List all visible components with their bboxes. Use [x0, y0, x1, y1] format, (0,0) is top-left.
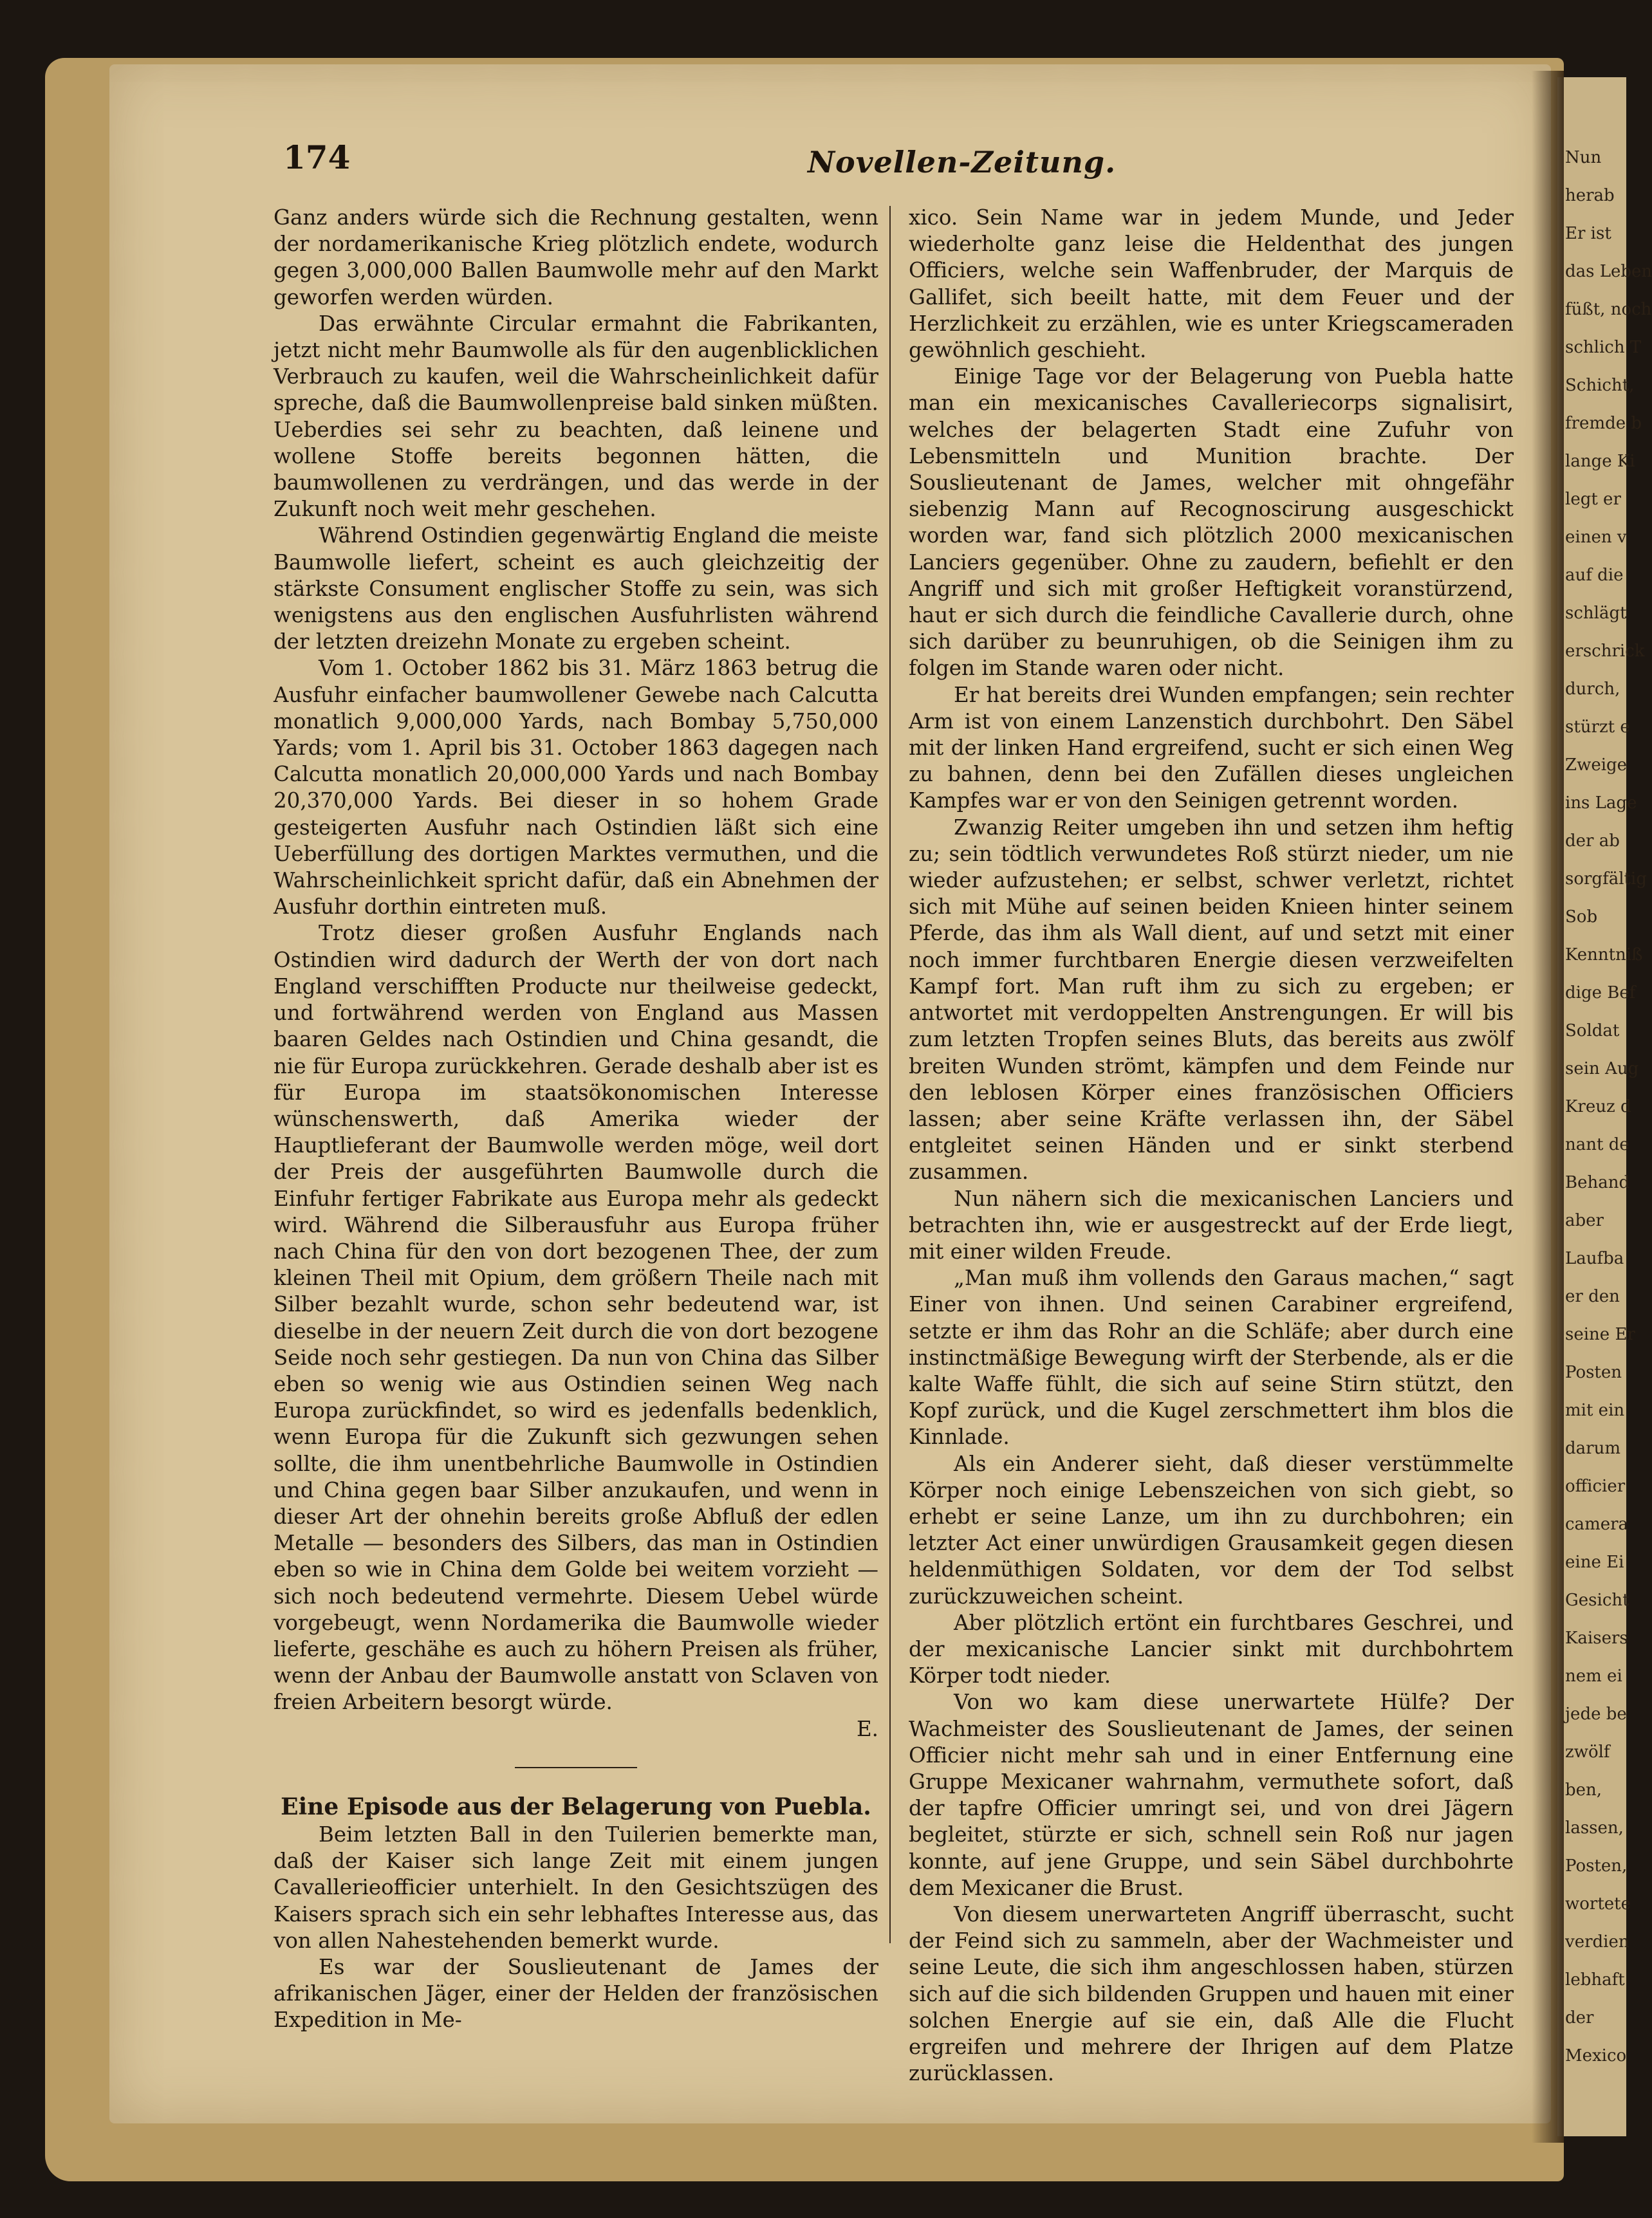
adjacent-page-fragment: Kreuz d — [1565, 1097, 1631, 1116]
paragraph: Von diesem unerwarteten Angriff überrascht, sucht der Feind sich zu sammeln, aber der Wachmeister und seine Leute, die sich ihm angeschlossen haben, stürzen sich auf die sich bildenden Gruppen und hauen mit einer solchen Energie auf sie ein, daß Alle die Flucht ergreifen und mehrere der Ihrigen auf dem Platze zurücklassen. — [909, 1902, 1514, 2086]
adjacent-page-fragment: eine Ei — [1565, 1553, 1624, 1572]
adjacent-page-fragment: legt er — [1565, 490, 1621, 509]
adjacent-page-fragment: Mexico — [1565, 2046, 1627, 2066]
adjacent-page-fragment: mit ein — [1565, 1401, 1625, 1420]
adjacent-page-fragment: lassen, — [1565, 1818, 1624, 1838]
adjacent-page-fragment: zwölf — [1565, 1742, 1610, 1762]
paragraph: Vom 1. October 1862 bis 31. März 1863 betrug die Ausfuhr einfacher baumwollener Gewebe nach Calcutta monatlich 9,000,000 Yards, nach Bombay 5,750,000 Yards; vom 1. April bis 31. October 1863 dagegen nach Calcutta monatlich 20,000,000 Yards und nach Bombay 20,370,000 Yards. Bei dieser in so hohem Grade gesteigerten Ausfuhr nach Ostindien läßt sich eine Ueberfüllung des dortigen Marktes vermuthen, und die Wahrscheinlichkeit spricht dafür, daß ein Abnehmen der Ausfuhr dorthin eintreten muß. — [274, 656, 878, 920]
adjacent-page-fragment: wortete — [1565, 1894, 1631, 1914]
adjacent-page-fragment: auf die — [1565, 566, 1624, 585]
adjacent-page-fragment: Nun — [1565, 148, 1602, 167]
adjacent-page-fragment: er den — [1565, 1287, 1620, 1306]
adjacent-page-fragment: ins Lage — [1565, 793, 1637, 813]
adjacent-page-fragment: durch, — [1565, 679, 1620, 699]
adjacent-page-fragment: Er ist — [1565, 224, 1611, 243]
adjacent-page-fragment: Sob — [1565, 907, 1598, 927]
adjacent-page-fragment: Posten — [1565, 1363, 1622, 1382]
adjacent-page-fragment: nant de — [1565, 1135, 1629, 1154]
adjacent-page-fragment: Behand — [1565, 1173, 1630, 1192]
adjacent-page-strip — [1557, 77, 1652, 2136]
paragraph: „Man muß ihm vollends den Garaus machen,“ sagt Einer von ihnen. Und seinen Carabiner ergreifend, setzte er ihm das Rohr an die Schläfe; aber durch eine instinctmäßige Bewegung wirft der Sterbende, als er die kalte Waffe fühlt, die sich auf seine Stirn stützt, den Kopf zurück, und die Kugel zerschmettert ihm blos die Kinnlade. — [909, 1266, 1514, 1450]
paragraph: xico. Sein Name war in jedem Munde, und Jeder wiederholte ganz leise die Heldenthat des jungen Officiers, welche sein Waffenbruder, der Marquis de Gallifet, sich beeilt hatte, mit dem Feuer und der Herzlichkeit zu erzählen, wie es unter Kriegscameraden gewöhnlich geschieht. — [909, 205, 1514, 363]
adjacent-page-fragment: sorgfältig — [1565, 869, 1647, 889]
left-column — [274, 205, 878, 2034]
adjacent-page-fragment: ben, — [1565, 1780, 1602, 1800]
paragraph: Von wo kam diese unerwartete Hülfe? Der Wachmeister des Souslieutenant de James, der seinen Officier nicht mehr sah und in einer Entfernung eine Gruppe Mexicaner wahrnahm, vermuthete sofort, daß der tapfre Officier umringt sei, und von drei Jägern begleitet, stürzte er sich, schnell sein Roß nur jagen konnte, auf jene Gruppe, und sein Säbel durchbohrte dem Mexicaner die Brust. — [909, 1690, 1514, 1900]
paragraph: Aber plötzlich ertönt ein furchtbares Geschrei, und der mexicanische Lancier sinkt mit durchbohrtem Körper todt nieder. — [909, 1610, 1514, 1688]
paragraph: Einige Tage vor der Belagerung von Puebla hatte man ein mexicanisches Cavalleriecorps signalisirt, welches der belagerten Stadt eine Zufuhr von Lebensmitteln und Munition brachte. Der Souslieutenant de James, welcher mit ohngefähr siebenzig Mann auf Recognoscirung ausgeschickt worden war, fand sich plötzlich 2000 mexicanischen Lanciers gegenüber. Ohne zu zaudern, befiehlt er den Angriff und sich mit großer Heftigkeit voranstürzend, haut er sich durch die feindliche Cavallerie durch, ohne sich darüber zu beunruhigen, ob die Seinigen ihm zu folgen im Stande waren oder nicht. — [909, 364, 1514, 681]
paragraph: Es war der Souslieutenant de James der afrikanischen Jäger, einer der Helden der französischen Expedition in Me- — [274, 1955, 878, 2033]
adjacent-page-fragment: aber — [1565, 1211, 1604, 1230]
paragraph: Das erwähnte Circular ermahnt die Fabrikanten, jetzt nicht mehr Baumwolle als für den augenblicklichen Verbrauch zu kaufen, weil die Wahrscheinlichkeit dafür spreche, daß die Baumwollenpreise bald sinken müßten. Ueberdies sei sehr zu beachten, daß leinene und wollene Stoffe bereits begonnen hätten, die baumwollenen zu verdrängen, und das werde in der Zukunft noch weit mehr geschehen. — [274, 311, 878, 522]
adjacent-page-fragment: das Leben — [1565, 262, 1652, 281]
article-signature: E. — [856, 1716, 878, 1741]
section-title: Eine Episode aus der Belagerung von Puebla. — [281, 1793, 871, 1820]
adjacent-page-fragment: sein Aug — [1565, 1059, 1639, 1078]
column-divider — [889, 206, 891, 1943]
adjacent-page-fragment: Posten, — [1565, 1856, 1628, 1876]
paragraph: Ganz anders würde sich die Rechnung gestalten, wenn der nordamerikanische Krieg plötzlich endete, wodurch gegen 3,000,000 Ballen Baumwolle mehr auf den Markt geworfen werden würden. — [274, 205, 878, 310]
adjacent-page-fragment: einen v — [1565, 528, 1627, 547]
adjacent-page-fragment: stürzt e — [1565, 717, 1630, 737]
adjacent-page-fragment: erschrick — [1565, 642, 1645, 661]
paragraph: Beim letzten Ball in den Tuilerien bemerkte man, daß der Kaiser sich lange Zeit mit einem jungen Cavallerieofficier unterhielt. In den Gesichtszügen des Kaisers sprach sich ein sehr lebhaftes Interesse aus, das von allen Nahestehenden bemerkt wurde. — [274, 1822, 878, 1953]
adjacent-page-fragment: schlägt — [1565, 604, 1627, 623]
paragraph: Während Ostindien gegenwärtig England die meiste Baumwolle liefert, scheint es auch gleichzeitig der stärkste Consument englischer Stoffe zu sein, was sich wenigstens aus den englischen Ausfuhrlisten während der letzten dreizehn Monate zu ergeben scheint. — [274, 523, 878, 654]
adjacent-page-fragment: Gesicht — [1565, 1591, 1629, 1610]
adjacent-page-fragment: Laufba — [1565, 1249, 1624, 1268]
adjacent-page-fragment: Kenntniß — [1565, 945, 1643, 965]
gutter-shadow — [1532, 71, 1564, 2143]
adjacent-page-fragment: der — [1565, 2008, 1594, 2028]
paragraph: Er hat bereits drei Wunden empfangen; sein rechter Arm ist von einem Lanzenstich durchbohrt. Den Säbel mit der linken Hand ergreifend, sucht er sich einen Weg zu bahnen, denn bei den Zufällen dieses ungleichen Kampfes war er von den Seinigen getrennt worden. — [909, 682, 1514, 813]
adjacent-page-fragment: jede be — [1565, 1705, 1627, 1724]
adjacent-page-fragment: lebhaft — [1565, 1970, 1625, 1990]
adjacent-page-fragment: herab — [1565, 186, 1615, 205]
journal-title: Novellen-Zeitung. — [808, 145, 1117, 180]
paragraph: Zwanzig Reiter umgeben ihn und setzen ihm heftig zu; sein tödtlich verwundetes Roß stürzt nieder, um nie wieder aufzustehen; er selbst, schwer verletzt, richtet sich mit Mühe auf seinen beiden Knieen hinter seinem Pferde, das ihm als Wall dient, auf und setzt mit einer noch immer furchtbaren Energie diesen verzweifelten Kampf fort. Man ruft ihm zu sich zu ergeben; er antwortet mit verdoppelten Anstrengungen. Er will bis zum letzten Tropfen seines Bluts, das bereits aus zwölf breiten Wunden strömt, kämpfen und dem Feinde nur den leblosen Körper eines französischen Officiers lassen; aber seine Kräfte verlassen ihn, der Säbel entgleitet seinen Händen und er sinkt sterbend zusammen. — [909, 815, 1514, 1185]
adjacent-page-fragment: Kaisers — [1565, 1629, 1628, 1648]
adjacent-page-fragment: seine Er — [1565, 1325, 1635, 1344]
paragraph: Als ein Anderer sieht, daß dieser verstümmelte Körper noch einige Lebenszeichen von sich giebt, so erhebt er seine Lanze, um ihn zu durchbohren; ein letzter Act einer unwürdigen Grausamkeit gegen diesen heldenmüthigen Soldaten, vor dem der Tod selbst zurückzuweichen scheint. — [909, 1451, 1514, 1609]
adjacent-page-fragment: schlich T — [1565, 338, 1642, 357]
right-column — [909, 205, 1514, 2087]
adjacent-page-fragment: Soldat — [1565, 1021, 1620, 1040]
section-divider — [515, 1767, 637, 1768]
paragraph: Trotz dieser großen Ausfuhr Englands nach Ostindien wird dadurch der Werth der von dort nach England verschifften Producte nur theilweise gedeckt, und fortwährend werden von England aus Massen baaren Geldes nach Ostindien und China gesandt, die nie für Europa zurückkehren. Gerade deshalb aber ist es für Europa im staatsökonomischen Interesse wünschenswerth, daß Amerika wieder der Hauptlieferant der Baumwolle werden möge, weil dort der Preis der ausgeführten Baumwolle durch die Einfuhr fertiger Fabrikate aus Europa mehr als gedeckt wird. Während die Silberausfuhr aus Europa früher nach China für den von dort bezogenen Thee, der zum kleinen Theil mit Opium, dem größern Theile nach mit Silber bezahlt wurde, schon sehr bedeutend war, ist dieselbe in der neuern Zeit durch die von dort bezogene Seide noch sehr gestiegen. Da nun von China das Silber eben so wenig wie aus Ostindien seinen Weg nach Europa zurückfindet, so wird es jedenfalls bedenklich, wenn Europa für die Zukunft sich gezwungen sehen sollte, die ihm unentbehrliche Baumwolle in Ostindien und China gegen baar Silber anzukaufen, und wenn in dieser Art der ohnehin bereits große Abfluß der edlen Metalle — besonders des Silbers, das man in Ostindien eben so wie in China dem Golde bei weitem vorzieht — sich noch bedeutend vermehrte. Diesem Uebel würde vorgebeugt, wenn Nordamerika die Baumwolle wieder lieferte, geschähe es auch zu höhern Preisen als früher, wenn der Anbau der Baumwolle anstatt von Sclaven von freien Arbeitern besorgt würde. — [274, 921, 878, 1715]
adjacent-page-fragment: Zweige — [1565, 755, 1628, 775]
adjacent-page-fragment: fremde b — [1565, 414, 1642, 433]
adjacent-page-fragment: Schicht, — [1565, 376, 1635, 395]
adjacent-page-fragment: verdien — [1565, 1932, 1629, 1952]
page-number: 174 — [283, 138, 351, 176]
adjacent-page-fragment: lange Ki — [1565, 452, 1635, 471]
adjacent-page-fragment: dige Bef — [1565, 983, 1636, 1003]
adjacent-page-fragment: nem ei — [1565, 1667, 1622, 1686]
adjacent-page-fragment: officier — [1565, 1477, 1626, 1496]
adjacent-page-fragment: der ab — [1565, 831, 1620, 851]
paragraph: Nun nähern sich die mexicanischen Lanciers und betrachten ihn, wie er ausgestreckt auf der Erde liegt, mit einer wilden Freude. — [909, 1186, 1514, 1264]
adjacent-page-fragment: füßt, noch — [1565, 300, 1652, 319]
adjacent-page-fragment: camera — [1565, 1515, 1629, 1534]
adjacent-page-fragment: darum — [1565, 1439, 1620, 1458]
